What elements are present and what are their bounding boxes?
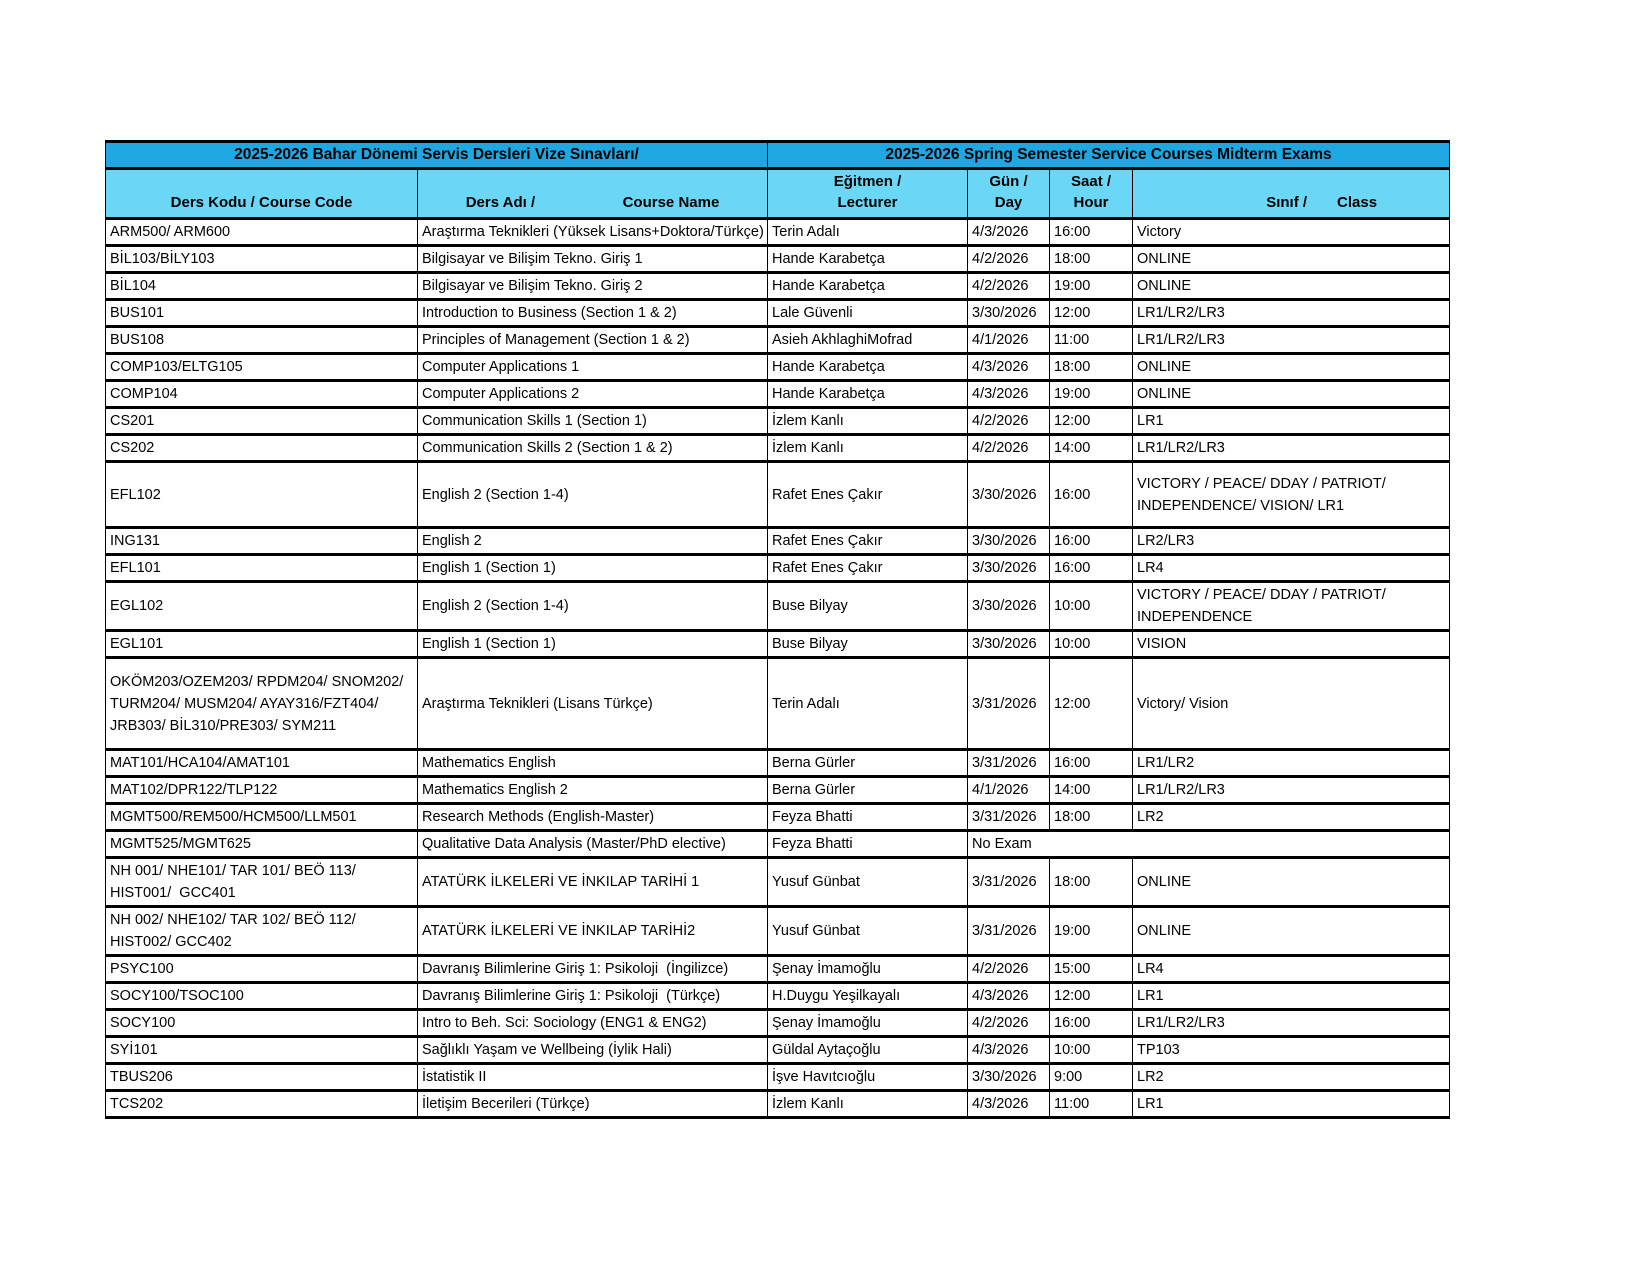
- header-course-name-en: Course Name: [622, 194, 720, 211]
- table-row: [106, 907, 1450, 956]
- hour-cell: 18:00: [1050, 804, 1133, 831]
- class-cell: ONLINE: [1133, 907, 1450, 956]
- table-row: [106, 1091, 1450, 1118]
- hour-cell: 12:00: [1050, 983, 1133, 1010]
- hour-cell: 14:00: [1050, 777, 1133, 804]
- class-cell: LR1/LR2/LR3: [1133, 777, 1450, 804]
- lecturer-cell: İşve Havıtcıoğlu: [768, 1064, 968, 1091]
- header-class: [1133, 169, 1450, 219]
- class-cell: LR2: [1133, 1064, 1450, 1091]
- table-row: [106, 582, 1450, 631]
- day-cell: 4/3/2026: [968, 983, 1050, 1010]
- class-cell: LR1/LR2/LR3: [1133, 327, 1450, 354]
- code-cell: SOCY100/TSOC100: [106, 983, 418, 1010]
- lecturer-cell: Berna Gürler: [768, 777, 968, 804]
- table-row: [106, 804, 1450, 831]
- class-cell: LR2/LR3: [1133, 528, 1450, 555]
- table-row: [106, 1064, 1450, 1091]
- lecturer-cell: Hande Karabetça: [768, 381, 968, 408]
- table-row: [106, 555, 1450, 582]
- code-cell: CS201: [106, 408, 418, 435]
- header-hour-en: Hour: [1073, 194, 1109, 211]
- lecturer-cell: Buse Bilyay: [768, 582, 968, 631]
- code-cell: OKÖM203/OZEM203/ RPDM204/ SNOM202/ TURM204/ MUSM204/ AYAY316/FZT404/ JRB303/ BİL310/PRE303/ SYM211: [106, 658, 418, 750]
- day-cell: 3/30/2026: [968, 300, 1050, 327]
- hour-cell: 10:00: [1050, 582, 1133, 631]
- class-cell: ONLINE: [1133, 381, 1450, 408]
- header-lecturer-tr: Eğitmen /: [833, 173, 902, 190]
- day-cell: 3/30/2026: [968, 631, 1050, 658]
- table-row: [106, 462, 1450, 528]
- code-cell: ING131: [106, 528, 418, 555]
- header-course-code: Ders Kodu / Course Code: [106, 169, 418, 219]
- code-cell: NH 002/ NHE102/ TAR 102/ BEÖ 112/ HIST002/ GCC402: [106, 907, 418, 956]
- code-cell: NH 001/ NHE101/ TAR 101/ BEÖ 113/ HIST001/ GCC401: [106, 858, 418, 907]
- lecturer-cell: Şenay İmamoğlu: [768, 1010, 968, 1037]
- day-cell: 3/30/2026: [968, 582, 1050, 631]
- hour-cell: 11:00: [1050, 1091, 1133, 1118]
- lecturer-cell: Terin Adalı: [768, 658, 968, 750]
- lecturer-cell: Buse Bilyay: [768, 631, 968, 658]
- name-cell: English 2 (Section 1-4): [418, 582, 768, 631]
- table-row: [106, 381, 1450, 408]
- day-cell: 3/30/2026: [968, 462, 1050, 528]
- title-row: [106, 142, 1450, 169]
- name-cell: Araştırma Teknikleri (Yüksek Lisans+Doktora/Türkçe): [418, 219, 768, 246]
- day-cell: 4/3/2026: [968, 354, 1050, 381]
- table-row: [106, 983, 1450, 1010]
- day-cell: 4/2/2026: [968, 435, 1050, 462]
- class-cell: ONLINE: [1133, 246, 1450, 273]
- lecturer-cell: Yusuf Günbat: [768, 907, 968, 956]
- header-hour-tr: Saat /: [1071, 173, 1112, 190]
- lecturer-cell: Hande Karabetça: [768, 354, 968, 381]
- name-cell: Qualitative Data Analysis (Master/PhD elective): [418, 831, 768, 858]
- day-cell: 3/31/2026: [968, 907, 1050, 956]
- class-cell: LR1/LR2: [1133, 750, 1450, 777]
- day-cell: 4/2/2026: [968, 408, 1050, 435]
- lecturer-cell: Güldal Aytaçoğlu: [768, 1037, 968, 1064]
- code-cell: MAT101/HCA104/AMAT101: [106, 750, 418, 777]
- table-row: [106, 300, 1450, 327]
- table-row: [106, 246, 1450, 273]
- day-cell: 4/2/2026: [968, 246, 1050, 273]
- lecturer-cell: Lale Güvenli: [768, 300, 968, 327]
- day-cell: 3/30/2026: [968, 1064, 1050, 1091]
- code-cell: EGL102: [106, 582, 418, 631]
- title-english: 2025-2026 Spring Semester Service Courses Midterm Exams: [768, 142, 1450, 169]
- day-cell: 4/1/2026: [968, 777, 1050, 804]
- header-lecturer-en: Lecturer: [837, 194, 898, 211]
- class-cell: LR2: [1133, 804, 1450, 831]
- day-cell: 3/31/2026: [968, 804, 1050, 831]
- column-header-row: [106, 169, 1450, 219]
- header-class-en: Class: [1337, 194, 1378, 211]
- code-cell: BİL104: [106, 273, 418, 300]
- table-row: [106, 831, 1450, 858]
- lecturer-cell: Asieh AkhlaghiMofrad: [768, 327, 968, 354]
- table-row: [106, 327, 1450, 354]
- table-row: [106, 858, 1450, 907]
- hour-cell: 15:00: [1050, 956, 1133, 983]
- name-cell: Bilgisayar ve Bilişim Tekno. Giriş 1: [418, 246, 768, 273]
- table-row: [106, 435, 1450, 462]
- name-cell: Davranış Bilimlerine Giriş 1: Psikoloji (Türkçe): [418, 983, 768, 1010]
- hour-cell: 16:00: [1050, 555, 1133, 582]
- class-cell: ONLINE: [1133, 354, 1450, 381]
- day-cell: 4/3/2026: [968, 1091, 1050, 1118]
- class-cell: TP103: [1133, 1037, 1450, 1064]
- code-cell: EGL101: [106, 631, 418, 658]
- hour-cell: 18:00: [1050, 354, 1133, 381]
- hour-cell: 14:00: [1050, 435, 1133, 462]
- class-cell: LR1/LR2/LR3: [1133, 1010, 1450, 1037]
- name-cell: Computer Applications 1: [418, 354, 768, 381]
- lecturer-cell: Şenay İmamoğlu: [768, 956, 968, 983]
- lecturer-cell: Terin Adalı: [768, 219, 968, 246]
- merged-note-cell: No Exam: [968, 831, 1450, 858]
- class-cell: Victory/ Vision: [1133, 658, 1450, 750]
- header-lecturer: [768, 169, 968, 219]
- day-cell: 4/1/2026: [968, 327, 1050, 354]
- table-row: [106, 408, 1450, 435]
- table-row: [106, 658, 1450, 750]
- name-cell: Principles of Management (Section 1 & 2): [418, 327, 768, 354]
- class-cell: LR1/LR2/LR3: [1133, 300, 1450, 327]
- hour-cell: 16:00: [1050, 219, 1133, 246]
- day-cell: 4/2/2026: [968, 273, 1050, 300]
- day-cell: 3/30/2026: [968, 528, 1050, 555]
- lecturer-cell: Rafet Enes Çakır: [768, 555, 968, 582]
- table-row: [106, 750, 1450, 777]
- name-cell: Intro to Beh. Sci: Sociology (ENG1 & ENG2): [418, 1010, 768, 1037]
- header-course-name-tr: Ders Adı /: [465, 194, 536, 211]
- day-cell: 4/2/2026: [968, 1010, 1050, 1037]
- lecturer-cell: İzlem Kanlı: [768, 1091, 968, 1118]
- name-cell: Research Methods (English-Master): [418, 804, 768, 831]
- code-cell: ARM500/ ARM600: [106, 219, 418, 246]
- name-cell: Mathematics English 2: [418, 777, 768, 804]
- hour-cell: 9:00: [1050, 1064, 1133, 1091]
- class-cell: VICTORY / PEACE/ DDAY / PATRIOT/ INDEPENDENCE: [1133, 582, 1450, 631]
- class-cell: LR1: [1133, 1091, 1450, 1118]
- lecturer-cell: Hande Karabetça: [768, 273, 968, 300]
- day-cell: 4/3/2026: [968, 381, 1050, 408]
- name-cell: Communication Skills 1 (Section 1): [418, 408, 768, 435]
- class-cell: LR1: [1133, 983, 1450, 1010]
- name-cell: Bilgisayar ve Bilişim Tekno. Giriş 2: [418, 273, 768, 300]
- lecturer-cell: Feyza Bhatti: [768, 804, 968, 831]
- class-cell: Victory: [1133, 219, 1450, 246]
- class-cell: LR1: [1133, 408, 1450, 435]
- hour-cell: 10:00: [1050, 1037, 1133, 1064]
- code-cell: TBUS206: [106, 1064, 418, 1091]
- name-cell: Davranış Bilimlerine Giriş 1: Psikoloji (İngilizce): [418, 956, 768, 983]
- hour-cell: 16:00: [1050, 462, 1133, 528]
- code-cell: PSYC100: [106, 956, 418, 983]
- day-cell: 3/30/2026: [968, 555, 1050, 582]
- class-cell: LR4: [1133, 555, 1450, 582]
- hour-cell: 12:00: [1050, 658, 1133, 750]
- exam-schedule-table: [105, 140, 1450, 1119]
- table-row: [106, 777, 1450, 804]
- hour-cell: 16:00: [1050, 750, 1133, 777]
- lecturer-cell: İzlem Kanlı: [768, 435, 968, 462]
- hour-cell: 10:00: [1050, 631, 1133, 658]
- hour-cell: 18:00: [1050, 246, 1133, 273]
- name-cell: ATATÜRK İLKELERİ VE İNKILAP TARİHİ 1: [418, 858, 768, 907]
- hour-cell: 12:00: [1050, 408, 1133, 435]
- code-cell: COMP104: [106, 381, 418, 408]
- hour-cell: 18:00: [1050, 858, 1133, 907]
- code-cell: BUS108: [106, 327, 418, 354]
- hour-cell: 19:00: [1050, 273, 1133, 300]
- code-cell: MGMT525/MGMT625: [106, 831, 418, 858]
- day-cell: 3/31/2026: [968, 858, 1050, 907]
- name-cell: Introduction to Business (Section 1 & 2): [418, 300, 768, 327]
- name-cell: Computer Applications 2: [418, 381, 768, 408]
- code-cell: SOCY100: [106, 1010, 418, 1037]
- table-row: [106, 219, 1450, 246]
- schedule-table-body: [106, 142, 1450, 1118]
- table-row: [106, 273, 1450, 300]
- name-cell: Mathematics English: [418, 750, 768, 777]
- name-cell: English 1 (Section 1): [418, 631, 768, 658]
- hour-cell: 19:00: [1050, 907, 1133, 956]
- class-cell: ONLINE: [1133, 858, 1450, 907]
- name-cell: ATATÜRK İLKELERİ VE İNKILAP TARİHİ2: [418, 907, 768, 956]
- table-row: [106, 631, 1450, 658]
- table-row: [106, 1037, 1450, 1064]
- code-cell: SYİ101: [106, 1037, 418, 1064]
- header-day-en: Day: [994, 194, 1023, 211]
- day-cell: 4/3/2026: [968, 1037, 1050, 1064]
- code-cell: MAT102/DPR122/TLP122: [106, 777, 418, 804]
- hour-cell: 12:00: [1050, 300, 1133, 327]
- code-cell: COMP103/ELTG105: [106, 354, 418, 381]
- lecturer-cell: Rafet Enes Çakır: [768, 462, 968, 528]
- lecturer-cell: Feyza Bhatti: [768, 831, 968, 858]
- class-cell: ONLINE: [1133, 273, 1450, 300]
- code-cell: EFL102: [106, 462, 418, 528]
- name-cell: Sağlıklı Yaşam ve Wellbeing (İylik Hali): [418, 1037, 768, 1064]
- table-row: [106, 956, 1450, 983]
- lecturer-cell: Berna Gürler: [768, 750, 968, 777]
- lecturer-cell: İzlem Kanlı: [768, 408, 968, 435]
- header-hour: [1050, 169, 1133, 219]
- header-day: [968, 169, 1050, 219]
- hour-cell: 16:00: [1050, 1010, 1133, 1037]
- code-cell: MGMT500/REM500/HCM500/LLM501: [106, 804, 418, 831]
- code-cell: BİL103/BİLY103: [106, 246, 418, 273]
- day-cell: 3/31/2026: [968, 658, 1050, 750]
- code-cell: TCS202: [106, 1091, 418, 1118]
- day-cell: 3/31/2026: [968, 750, 1050, 777]
- lecturer-cell: H.Duygu Yeşilkayalı: [768, 983, 968, 1010]
- exam-schedule-sheet: [105, 140, 1449, 1119]
- day-cell: 4/2/2026: [968, 956, 1050, 983]
- title-turkish: 2025-2026 Bahar Dönemi Servis Dersleri Vize Sınavları/: [106, 142, 768, 169]
- code-cell: EFL101: [106, 555, 418, 582]
- name-cell: English 2 (Section 1-4): [418, 462, 768, 528]
- hour-cell: 11:00: [1050, 327, 1133, 354]
- lecturer-cell: Rafet Enes Çakır: [768, 528, 968, 555]
- table-row: [106, 1010, 1450, 1037]
- header-class-tr: Sınıf /: [1266, 194, 1308, 211]
- class-cell: VICTORY / PEACE/ DDAY / PATRIOT/ INDEPENDENCE/ VISION/ LR1: [1133, 462, 1450, 528]
- class-cell: LR1/LR2/LR3: [1133, 435, 1450, 462]
- lecturer-cell: Yusuf Günbat: [768, 858, 968, 907]
- table-row: [106, 528, 1450, 555]
- name-cell: İstatistik II: [418, 1064, 768, 1091]
- name-cell: English 2: [418, 528, 768, 555]
- day-cell: 4/3/2026: [968, 219, 1050, 246]
- name-cell: Communication Skills 2 (Section 1 & 2): [418, 435, 768, 462]
- name-cell: English 1 (Section 1): [418, 555, 768, 582]
- table-row: [106, 354, 1450, 381]
- header-day-tr: Gün /: [989, 173, 1028, 190]
- hour-cell: 16:00: [1050, 528, 1133, 555]
- code-cell: CS202: [106, 435, 418, 462]
- hour-cell: 19:00: [1050, 381, 1133, 408]
- class-cell: VISION: [1133, 631, 1450, 658]
- header-course-name: [418, 169, 768, 219]
- name-cell: Araştırma Teknikleri (Lisans Türkçe): [418, 658, 768, 750]
- class-cell: LR4: [1133, 956, 1450, 983]
- name-cell: İletişim Becerileri (Türkçe): [418, 1091, 768, 1118]
- code-cell: BUS101: [106, 300, 418, 327]
- lecturer-cell: Hande Karabetça: [768, 246, 968, 273]
